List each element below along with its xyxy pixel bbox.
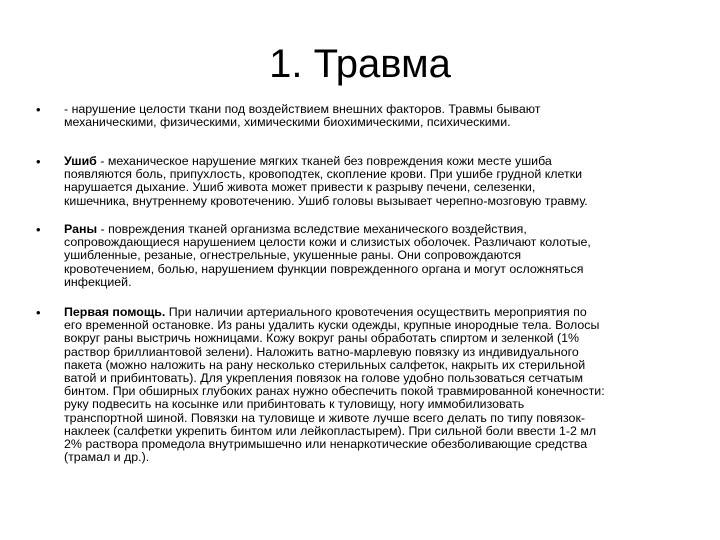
bullet-body: - нарушение целости ткани под воздействием внешних факторов. Травмы бывают механическими, физическими, химическими биохимическими, психическими. bbox=[64, 102, 541, 130]
bullet-icon: • bbox=[36, 102, 41, 117]
bullet-body: - механическое нарушение мягких тканей без повреждения кожи месте ушиба появляются боль, припухлость, кровоподтек, скопление крови. При ушибе грудной клетки нарушается дыхание. Ушиб живота может привести к разрыву печени, селезенки, кишечника, внутреннему кровотечению. Ушиб головы вызывает черепно-мозговую травму. bbox=[64, 154, 588, 208]
bullet-icon: • bbox=[36, 222, 41, 237]
bullet-body: - повреждения тканей организма вследствие механического воздействия, сопровождающиеся нарушением целости кожи и слизистых оболочек. Различают колотые, ушибленные, резаные, огнестрельные, укушенные раны. Они сопровождаются кровотечением, болью, нарушением функции поврежденного органа и могут осложняться инфекцией. bbox=[64, 222, 591, 289]
bullet-term: Ушиб bbox=[64, 154, 97, 168]
bullet-body: При наличии артериального кровотечения осуществить мероприятия по его временной остановке. Из раны удалить куски одежды, крупные инородные тела. Волосы вокруг раны выстричь ножницами. Кожу вокруг раны обработать спиртом и зеленкой (1% раствор бриллиантовой зелени). Наложить ватно-марлевую повязку из индивидуального пакета (можно наложить на рану несколько стерильных салфеток, накрыть их стерильной ватой и прибинтовать). Для укрепления повязок на голове удобно пользоваться сетчатым бинтом. При обширных глубоких ранах нужно обеспечить покой травмированной конечности: руку подвесить на косынке или прибинтовать к туловищу, ногу иммобилизовать транспортной шиной. Повязки на туловище и животе лучше всего делать по типу повязок- наклеек (салфетки укрепить бинтом или лейкопластырем). При сильной боли ввести 1-2 мл 2% раствора промедола внутримышечно или ненаркотические обезболивающие средства (трамал и др.). bbox=[64, 305, 605, 465]
bullet-text bbox=[64, 223, 708, 289]
bullet-icon: • bbox=[36, 305, 41, 320]
bullet-icon: • bbox=[36, 154, 41, 169]
bullet-text bbox=[64, 306, 708, 464]
bullet-text bbox=[64, 155, 708, 208]
bullet-term: Раны bbox=[64, 222, 98, 236]
slide-title: 1. Травма bbox=[269, 42, 451, 86]
bullet-term: Первая помощь. bbox=[64, 305, 166, 319]
bullet-text bbox=[64, 103, 708, 129]
